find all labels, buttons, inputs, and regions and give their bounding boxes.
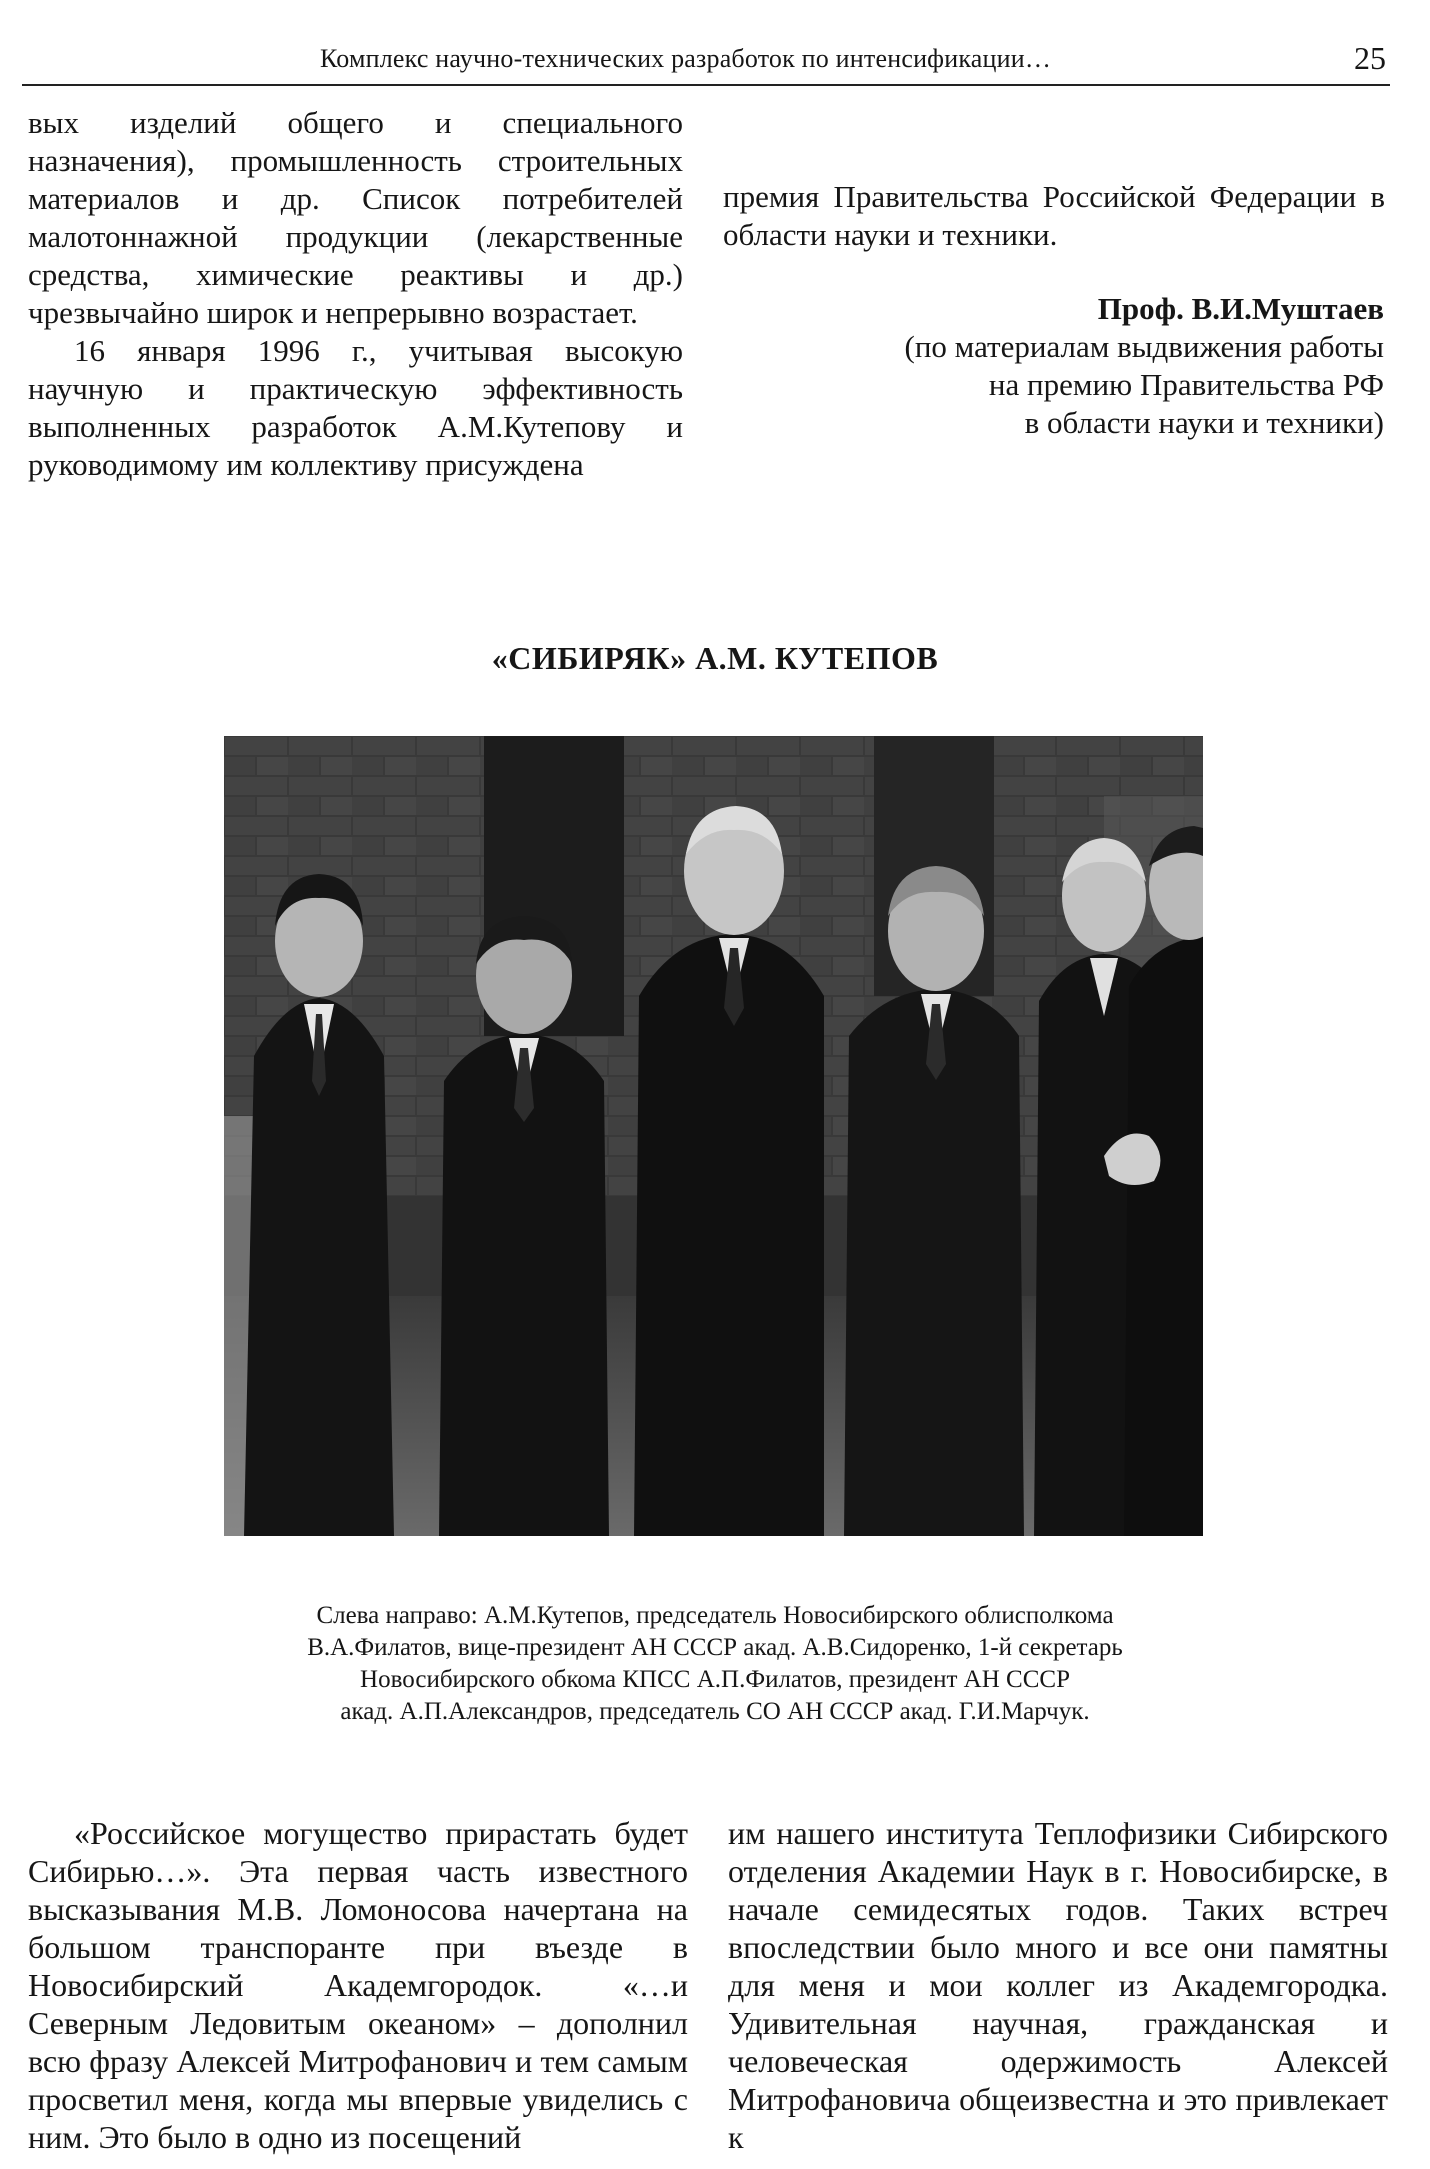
photo-illustration bbox=[224, 736, 1203, 1536]
paragraph: им нашего института Теплофизики Сибирского отделения Академии Наук в г. Новосибирске, в начале семидесятых годов. Таких встреч впоследствии было много и все они памятны для меня и мои коллег из Академгородка. Удивительная научная, гражданская и человеческая одержимость Алексей Митрофановича общеизвестна и это привлекает к bbox=[728, 1815, 1388, 2155]
bottom-right-column bbox=[728, 1814, 1388, 2156]
page-number: 25 bbox=[1354, 40, 1386, 76]
paragraph: вых изделий общего и специального назначения), промышленность строительных материалов и др. Список потребителей малотоннажной продукции (лекарственные средства, химические реактивы и др.) чрезвычайно широк и непрерывно возрастает. bbox=[28, 105, 683, 330]
signature-note-line: в области науки и техники) bbox=[1024, 405, 1384, 440]
photo-caption bbox=[200, 1600, 1230, 1728]
paragraph: премия Правительства Российской Федерации в области науки и техники. bbox=[723, 179, 1385, 252]
header-title: Комплекс научно-технических разработок по интенсификации… bbox=[320, 44, 1052, 73]
caption-line: В.А.Филатов, вице-президент АН СССР акад. А.В.Сидоренко, 1-й секретарь bbox=[307, 1634, 1123, 1661]
caption-line: Слева направо: А.М.Кутепов, председатель Новосибирского облисполкома bbox=[316, 1602, 1114, 1629]
signature-note-line: на премию Правительства РФ bbox=[988, 367, 1384, 402]
top-right-column bbox=[723, 178, 1385, 254]
author-name: Проф. В.И.Муштаев bbox=[1097, 291, 1384, 326]
caption-line: акад. А.П.Александров, председатель СО АН СССР акад. Г.И.Марчук. bbox=[340, 1698, 1090, 1725]
paragraph: «Российское могущество прирастать будет Сибирью…». Эта первая часть известного высказывания М.В. Ломоносова начертана на большом транспоранте при въезде в Новосибирский Академгородок. «…и Северным Ледовитым океаном» – дополнил всю фразу Алексей Митрофанович и тем самым просветил меня, когда мы впервые увиделись с ним. Это было в одно из посещений bbox=[28, 1815, 688, 2155]
group-photograph bbox=[224, 736, 1203, 1536]
caption-line: Новосибирского обкома КПСС А.П.Филатов, президент АН СССР bbox=[360, 1666, 1070, 1693]
signature-block bbox=[744, 290, 1384, 442]
bottom-left-column bbox=[28, 1814, 688, 2156]
top-left-column bbox=[28, 104, 683, 484]
running-header bbox=[22, 40, 1390, 86]
paragraph: 16 января 1996 г., учитывая высокую научную и практическую эффективность выполненных разработок А.М.Кутепову и руководимому им коллективу присуждена bbox=[28, 333, 683, 482]
article-title: «СИБИРЯК» А.М. КУТЕПОВ bbox=[491, 640, 939, 676]
signature-note-line: (по материалам выдвижения работы bbox=[904, 329, 1384, 364]
